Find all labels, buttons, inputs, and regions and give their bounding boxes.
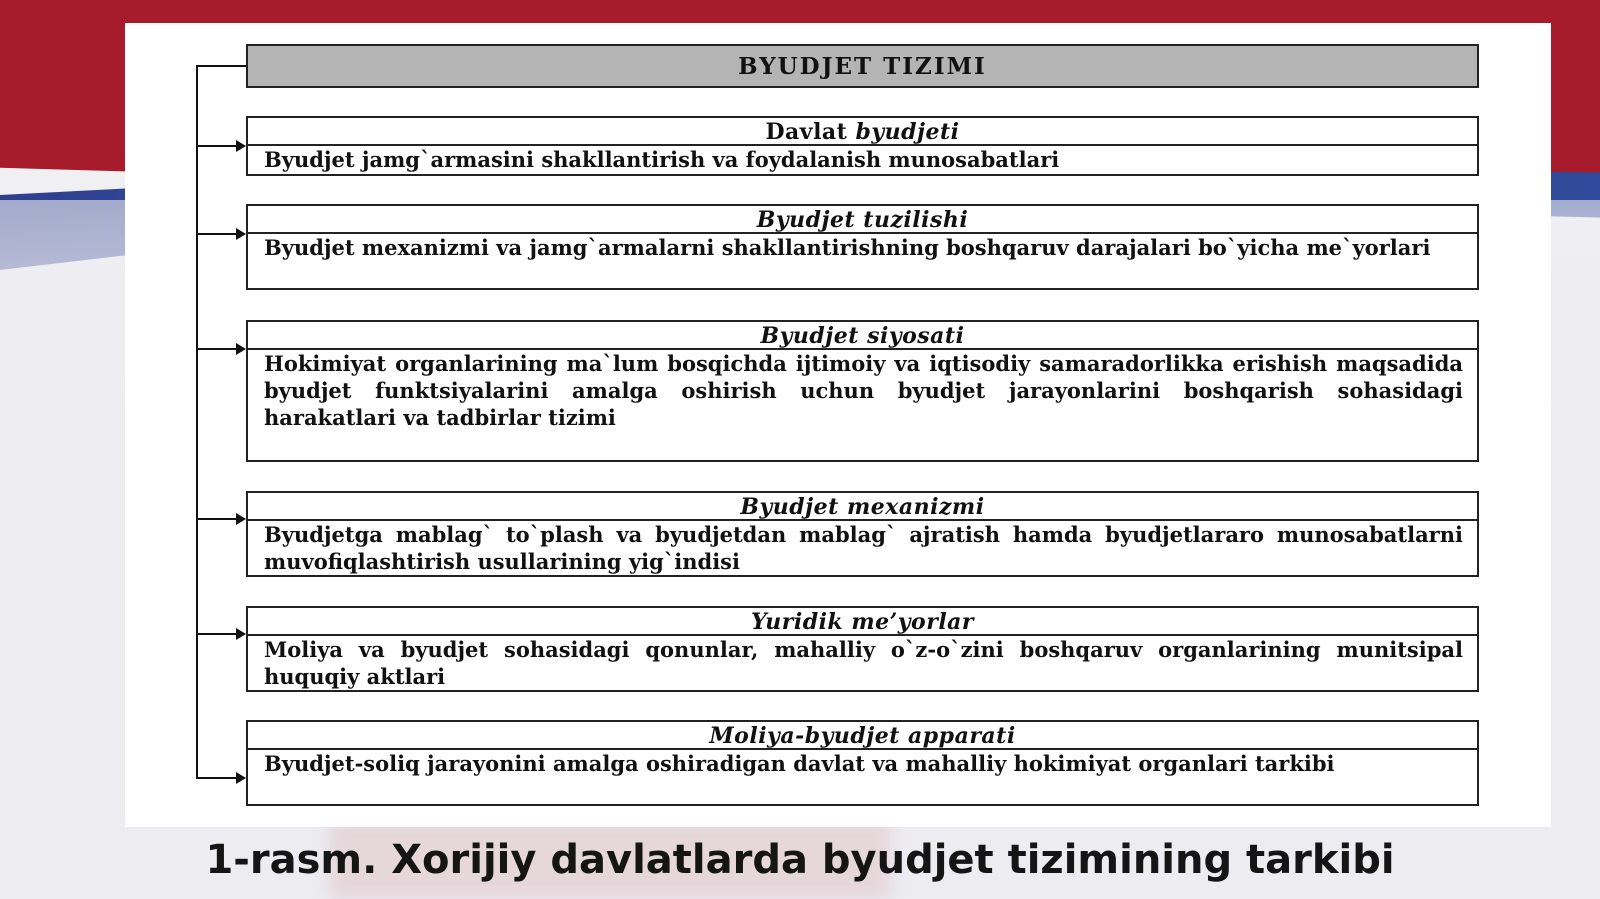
item-title-text: Byudjet tuzilishi <box>756 207 969 233</box>
item-byudjet-siyosati <box>246 320 1479 462</box>
item-moliya-byudjet-apparati <box>246 720 1479 806</box>
figure-caption: 1-rasm. Xorijiy davlatlarda byudjet tizimining tarkibi <box>205 837 1395 883</box>
item-title <box>248 608 1477 636</box>
item-title-text: Byudjet mexanizmi <box>740 494 985 520</box>
item-title-prefix: Davlat <box>765 119 856 145</box>
item-body: Hokimiyat organlarining ma`lum bosqichda ijtimoiy va iqtisodiy samaradorlikka erishish maqsadida byudjet funktsiyalarini amalga oshirish uchun byudjet jarayonlarini boshqarish sohasidagi harakatlari va tadbirlar tizimi <box>264 351 1463 430</box>
arrow-connector <box>196 777 244 779</box>
item-byudjet-mexanizmi <box>246 491 1479 577</box>
item-body: Byudjet-soliq jarayonini amalga oshiradigan davlat va mahalliy hokimiyat organlari tarkibi <box>264 751 1335 776</box>
arrow-connector <box>196 348 244 350</box>
connector-top <box>196 65 246 67</box>
item-title-text: Byudjet siyosati <box>760 323 965 349</box>
item-davlat-byudjeti <box>246 116 1479 176</box>
diagram-header: BYUDJET TIZIMI <box>246 44 1479 88</box>
item-title <box>248 206 1477 234</box>
item-title <box>248 118 1477 146</box>
arrow-connector <box>196 145 244 147</box>
item-title <box>248 322 1477 350</box>
item-body: Byudjetga mablag` to`plash va byudjetdan mablag` ajratish hamda byudjetlararo munosabatlarni muvofiqlashtirish usullarining yig`indisi <box>264 522 1463 574</box>
arrow-connector <box>196 233 244 235</box>
arrow-connector <box>196 633 244 635</box>
item-title <box>248 722 1477 750</box>
item-title-text: Moliya-byudjet apparati <box>709 723 1016 749</box>
arrow-connector <box>196 518 244 520</box>
item-body: Byudjet mexanizmi va jamg`armalarni shakllantirishning boshqaruv darajalari bo`yicha me`yorlari <box>264 235 1431 260</box>
item-byudjet-tuzilishi <box>246 204 1479 290</box>
item-body: Byudjet jamg`armasini shakllantirish va foydalanish munosabatlari <box>264 147 1060 172</box>
item-yuridik-meyorlar <box>246 606 1479 692</box>
item-title <box>248 493 1477 521</box>
item-title-text: byudjeti <box>855 119 960 145</box>
item-title-text: Yuridik me’yorlar <box>750 609 975 635</box>
item-body: Moliya va byudjet sohasidagi qonunlar, mahalliy o`z-o`zini boshqaruv organlarining munitsipal huquqiy aktlari <box>264 637 1463 689</box>
connector-vertical <box>196 65 198 779</box>
